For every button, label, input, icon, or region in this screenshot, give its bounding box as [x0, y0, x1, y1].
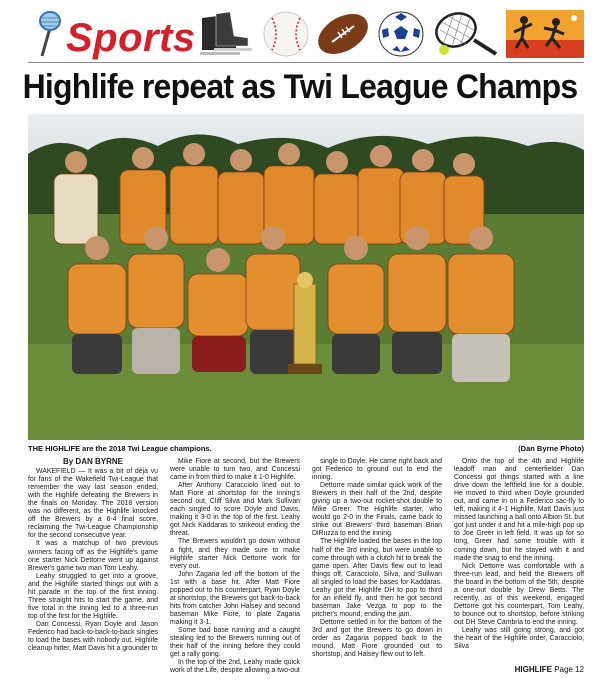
- article-column-3: [312, 458, 442, 659]
- header-divider: [28, 62, 584, 63]
- paragraph: It was a matchup of two previous winners facing off as the Highlife's game one starter Nick Dettorre went up against Brewer's game two man Tom Leahy.: [28, 540, 158, 572]
- headline: Highlife repeat as Twi League Champs: [22, 68, 578, 106]
- paragraph: Onto the top of the 4th and Highlife leadoff man and centerfielder Dan Concessi got things started with a line drive down the leftfield line for a double. He moved to third when Doyle grounded out, and came in on a Federico sac-fly to left, making it 4-1 Highlife. Matt Davis just missed launching a ball onto Albion St. but got just under it and hit a mile-high pop up to Joe Greer in left field. It was up for so long, Greer had some trouble with it coming down, but he stayed with it and made the snag to end the inning.: [454, 458, 584, 562]
- article-column-4: [454, 458, 584, 651]
- baseball-icon: [262, 10, 310, 58]
- lacrosse-stick-icon: [28, 10, 64, 58]
- paragraph: The Brewers wouldn't go down without a fight, and they made sure to make Highlife starter Nick Dettorre work for every out.: [170, 538, 300, 570]
- section-title: Sports: [66, 16, 196, 60]
- paragraph: Dettorre made similar quick work of the Brewers in their half of the 2nd, despite giving up a two-out rocket-shot double to Mike Greer. The Highlife starter, who would go 2-0 in the Finals, came back to strike out Brewers' third baseman Brian DiRuzza to end the inning.: [312, 482, 442, 538]
- team-photo-illustration: [28, 114, 584, 440]
- paragraph: Leahy was still going strong, and got the heart of the Highlife order, Caracciolo, Silva: [454, 626, 584, 651]
- athletes-icon: [506, 10, 584, 58]
- football-icon: [314, 10, 372, 58]
- paragraph: The Highlife loaded the bases in the top half of the 3rd inning, but were unable to come through with a clutch hit to break the game open. After Davis flew out to lead things off, Caracciolo, Silva, and Sullivan all singled to load the bases for Kaddaras. Leahy got the Highlife DH to pop to third for an infield fly, and then he got second baseman Jake Vezga to pop to the pitcher's mound, ending the jam.: [312, 538, 442, 618]
- paragraph: Dan Concessi, Ryan Doyle and Jason Federico had back-to-back-to-back singles to load the bases with nobody out. Highlife cleanup hitter, Matt Davis hit a grounder to: [28, 620, 158, 653]
- paragraph: Mike Fiore at second, but the Brewers were unable to turn two, and Concessi came in from third to make it 1-0 Highlife.: [170, 458, 300, 482]
- page-number: Page 12: [554, 665, 584, 674]
- paragraph: Some bad base running and a caught stealing led to the Brewers running out of their half of the inning before they could get a rally going.: [170, 626, 300, 659]
- soccer-ball-icon: [376, 10, 426, 58]
- paragraph: Dettorre settled in for the bottom of the 3rd and got the Brewers to go down in order as Zagaria popped back to the mound, Matt Fiore grounded out to shortstop, and Halsey flew out to left.: [312, 618, 442, 659]
- photo-caption-row: [28, 444, 584, 453]
- publication-name: HIGHLIFE: [514, 665, 552, 674]
- paragraph: single to Doyle. He came right back and got Federico to ground out to end the inning.: [312, 458, 442, 482]
- article-column-1: [28, 458, 158, 653]
- article-column-2: [170, 458, 300, 675]
- paragraph: John Zagaria led off the bottom of the 1st with a base hit. After Matt Fiore popped out to his counterpart, Ryan Doyle at shortstop, the Brewers got back-to-back hits from catcher John Halsey and second baseman Mike Fiore, to plate Zagaria making it 3-1.: [170, 570, 300, 626]
- photo-credit: (Dan Byrne Photo): [518, 444, 584, 453]
- photo-caption: THE HIGHLIFE are the 2018 Twi League champions.: [28, 444, 212, 453]
- paragraph: Leahy struggled to get into a groove, and the Highlife started things out with a hit parade in the top of the first inning. Three straight hits to start the game, and five total in the inning led to a three-run top of the first for the Highlife.: [28, 572, 158, 620]
- paragraph: In the top of the 2nd, Leahy made quick work of the Life, despite allowing a two-out: [170, 659, 300, 675]
- page-footer: [515, 665, 584, 674]
- section-header: [18, 8, 584, 60]
- paragraph: After Anthony Caracciolo lined out to Matt Fiore at shortstop for the inning's second out, Cliff Silva and Mark Sullivan each singled to score Doyle and Davis, making it 3-0 in the top of the first. Leahy got Nick Kaddaras to strikeout ending the threat.: [170, 482, 300, 538]
- tennis-racket-icon: [432, 10, 500, 58]
- team-photo: [28, 114, 584, 440]
- paragraph: Nick Dettorre was comfortable with a three-run lead, and held the Brewers off the board in the bottom of the 5th, despite a one-out double by Drew Betts. The recently, as of this weekend, engaged Dettorre got his counterpart, Tom Leahy, to bounce out to shortstop, before striking out DH Steve Cambria to end the inning.: [454, 562, 584, 626]
- paragraph: WAKEFIELD — It was a bit of déjà vu for fans of the Wakefield Twi-League that remember the way last season ended, with the Highlife defeating the Brewers in the finals on Monday. The 2018 version was no different, as the Highlife knocked off the Brewers by a 6-4 final score, reclaiming the Twi-League Championship for the second consecutive year.: [28, 468, 158, 540]
- hockey-skates-icon: [196, 10, 258, 58]
- byline: By DAN BYRNE: [62, 457, 123, 466]
